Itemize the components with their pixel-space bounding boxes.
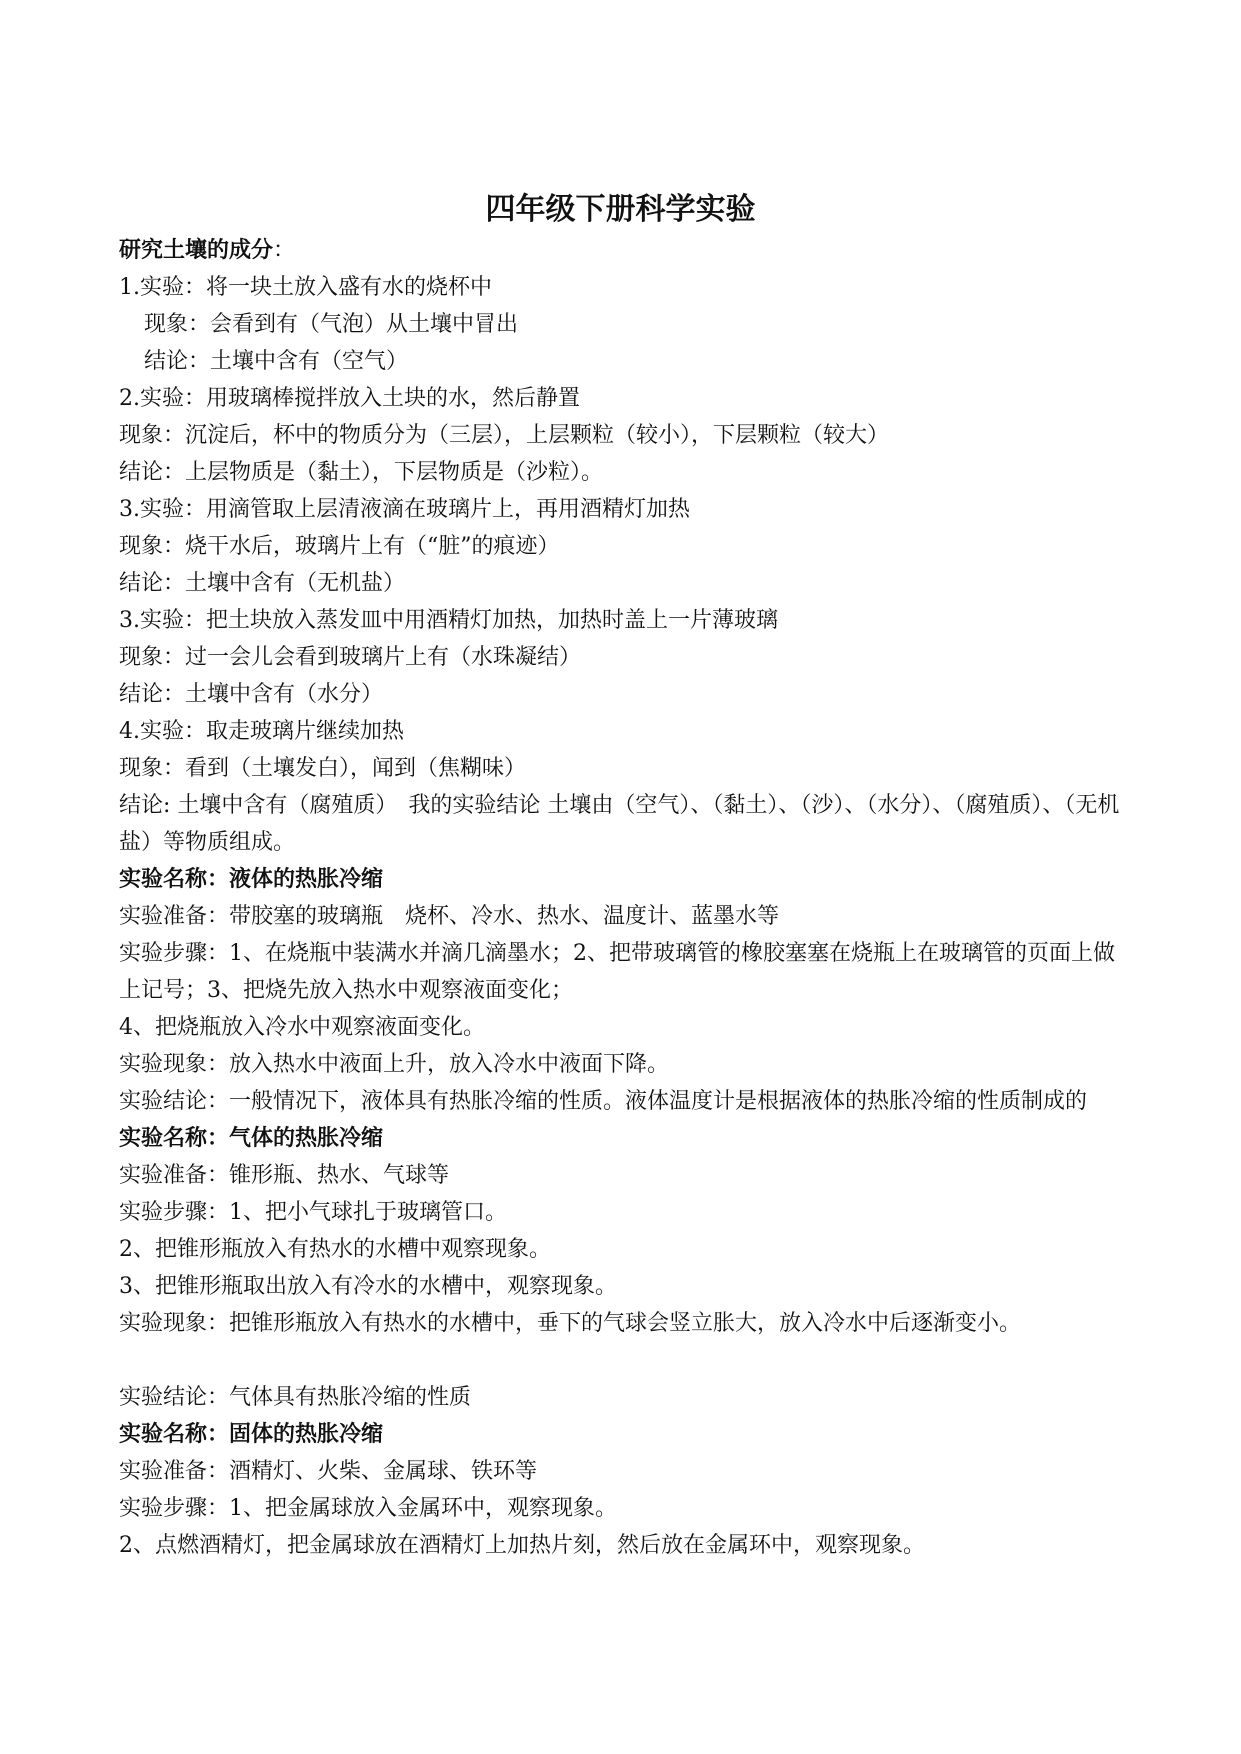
liquid-prep: 实验准备：带胶塞的玻璃瓶 烧杯、冷水、热水、温度计、蓝墨水等 bbox=[119, 904, 780, 929]
liquid-step4: 4、把烧瓶放入冷水中观察液面变化。 bbox=[119, 1015, 485, 1040]
soil-heading-colon: ： bbox=[273, 238, 296, 263]
soil-exp4: 4.实验：取走玻璃片继续加热 bbox=[119, 719, 404, 744]
liquid-conclusion: 实验结论：一般情况下，液体具有热胀冷缩的性质。液体温度计是根据液体的热胀冷缩的性质制成的 bbox=[119, 1089, 1088, 1114]
gas-step1: 实验步骤：1、把小气球扎于玻璃管口。 bbox=[119, 1200, 507, 1225]
soil-exp3b-phenomenon: 现象：过一会儿会看到玻璃片上有（水珠凝结） bbox=[119, 645, 582, 670]
gas-prep: 实验准备：锥形瓶、热水、气球等 bbox=[119, 1163, 450, 1188]
soil-exp1-phenomenon: 现象：会看到有（气泡）从土壤中冒出 bbox=[144, 312, 519, 337]
liquid-phenomenon: 实验现象：放入热水中液面上升，放入冷水中液面下降。 bbox=[119, 1052, 670, 1077]
soil-exp3b: 3.实验：把土块放入蒸发皿中用酒精灯加热，加热时盖上一片薄玻璃 bbox=[119, 608, 778, 633]
solid-prep: 实验准备：酒精灯、火柴、金属球、铁环等 bbox=[119, 1459, 538, 1484]
liquid-steps: 实验步骤：1、在烧瓶中装满水并滴几滴墨水；2、把带玻璃管的橡胶塞塞在烧瓶上在玻璃管的页面上做上记号；3、把烧先放入热水中观察液面变化； bbox=[119, 941, 1115, 1003]
liquid-section-heading: 实验名称：液体的热胀冷缩 bbox=[119, 867, 384, 892]
document-body bbox=[119, 232, 1129, 1564]
soil-exp1-conclusion: 结论：土壤中含有（空气） bbox=[144, 349, 409, 374]
soil-exp2-conclusion: 结论：上层物质是（黏土），下层物质是（沙粒）。 bbox=[119, 460, 604, 485]
gas-step3: 3、把锥形瓶取出放入有冷水的水槽中，观察现象。 bbox=[119, 1274, 617, 1299]
soil-section-heading bbox=[119, 232, 1129, 269]
soil-exp4-conclusion: 结论: 土壤中含有（腐殖质） 我的实验结论 土壤由（空气）、（黏土）、（沙）、（水分）、（腐殖质）、（无机盐）等物质组成。 bbox=[119, 793, 1120, 855]
soil-exp3a-phenomenon: 现象：烧干水后，玻璃片上有（“脏”的痕迹） bbox=[119, 534, 560, 559]
soil-exp1: 1.实验：将一块土放入盛有水的烧杯中 bbox=[119, 275, 492, 300]
solid-section-heading: 实验名称：固体的热胀冷缩 bbox=[119, 1422, 384, 1447]
gas-conclusion: 实验结论：气体具有热胀冷缩的性质 bbox=[119, 1385, 472, 1410]
gas-phenomenon: 实验现象：把锥形瓶放入有热水的水槽中，垂下的气球会竖立胀大，放入冷水中后逐渐变小。 bbox=[119, 1311, 1022, 1336]
soil-exp4-phenomenon: 现象：看到（土壤发白），闻到（焦糊味） bbox=[119, 756, 527, 781]
soil-exp3a: 3.实验：用滴管取上层清液滴在玻璃片上，再用酒精灯加热 bbox=[119, 497, 690, 522]
solid-step2: 2、点燃酒精灯，把金属球放在酒精灯上加热片刻，然后放在金属环中，观察现象。 bbox=[119, 1533, 925, 1558]
solid-step1: 实验步骤：1、把金属球放入金属环中，观察现象。 bbox=[119, 1496, 617, 1521]
soil-exp3a-conclusion: 结论：土壤中含有（无机盐） bbox=[119, 571, 406, 596]
gas-section-heading: 实验名称：气体的热胀冷缩 bbox=[119, 1126, 384, 1151]
soil-heading-text: 研究土壤的成分 bbox=[119, 238, 274, 263]
gas-step2: 2、把锥形瓶放入有热水的水槽中观察现象。 bbox=[119, 1237, 551, 1262]
soil-exp2: 2.实验：用玻璃棒搅拌放入土块的水，然后静置 bbox=[119, 386, 580, 411]
blank-line bbox=[119, 1342, 1129, 1379]
soil-exp3b-conclusion: 结论：土壤中含有（水分） bbox=[119, 682, 384, 707]
page-title: 四年级下册科学实验 bbox=[485, 192, 756, 227]
soil-exp2-phenomenon: 现象：沉淀后，杯中的物质分为（三层），上层颗粒（较小），下层颗粒（较大） bbox=[119, 423, 890, 448]
